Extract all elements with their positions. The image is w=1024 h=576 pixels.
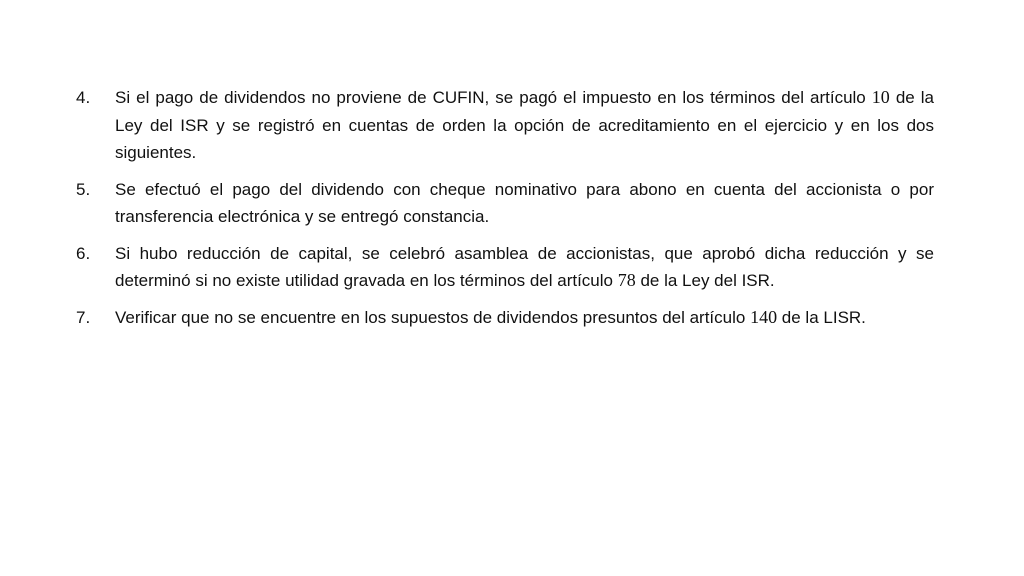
item-text-part: Se efectuó el pago del dividendo con cheque nominativo para abono en cuenta del accionista o por transferencia electrónica y se entregó constancia. [115,179,934,226]
item-text [115,240,934,295]
item-text-part: de la Ley del ISR y se registró en cuentas de orden la opción de acreditamiento en el ejercicio y en los dos siguientes. [115,88,934,162]
item-number: 7. [76,307,91,327]
list-item-7 [73,304,934,332]
item-text [115,84,934,167]
item-text-part: Si el pago de dividendos no proviene de CUFIN, se pagó el impuesto en los términos del artículo [115,88,872,107]
list-item-4 [73,84,934,167]
item-text-part: de la Ley del ISR. [635,271,775,290]
item-number: 6. [76,243,91,263]
item-text-part: Si hubo reducción de capital, se celebró asamblea de accionistas, que aprobó dicha reducción y se determinó si no existe utilidad gravada en los términos del artículo [115,243,934,290]
list-item-5 [73,176,934,231]
item-text [115,304,934,332]
item-text-part: Verificar que no se encuentre en los supuestos de dividendos presuntos del artículo [115,307,751,327]
item-number: 5. [76,179,91,199]
item-number: 4. [76,88,91,107]
list-item-6 [73,240,934,295]
article-number: 78 [617,270,636,290]
item-text-part: de la LISR. [777,307,866,327]
numbered-list [73,84,934,340]
article-number: 140 [750,306,778,327]
item-text [115,176,934,231]
article-number: 10 [871,87,890,107]
